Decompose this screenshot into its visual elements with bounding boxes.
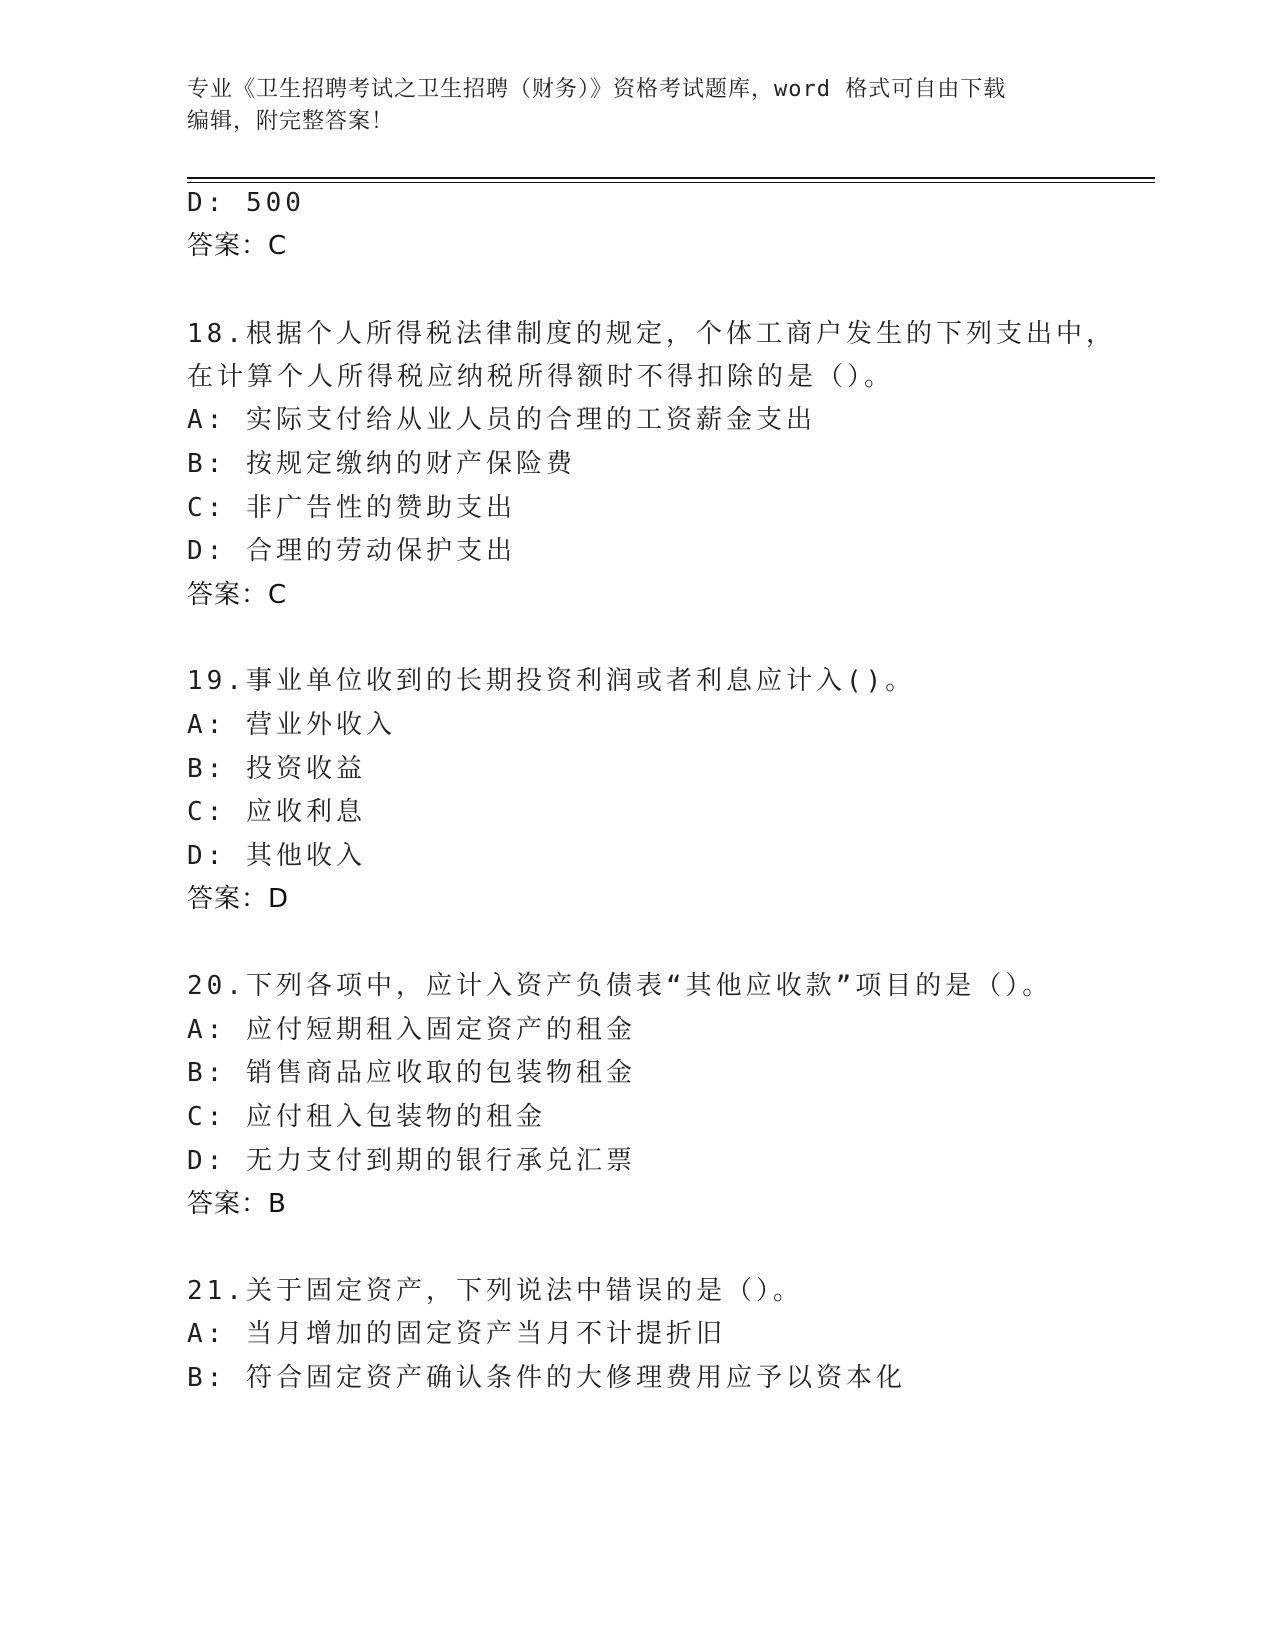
q19-answer: 答案：D <box>187 884 290 914</box>
q21-option-a: A: 当月增加的固定资产当月不计提折旧 <box>187 1319 726 1349</box>
q20-stem: 20.下列各项中，应计入资产负债表“其他应收款”项目的是（）。 <box>187 971 1053 1001</box>
prev-answer: 答案：C <box>187 231 288 261</box>
q18-stem-line-1: 18.根据个人所得税法律制度的规定，个体工商户发生的下列支出中， <box>187 319 1116 349</box>
q19-option-c: C: 应收利息 <box>187 797 366 827</box>
header-line-1: 专业《卫生招聘考试之卫生招聘（财务）》资格考试题库，word 格式可自由下载 <box>187 77 1007 102</box>
header-line-2: 编辑，附完整答案！ <box>187 109 395 134</box>
q19-option-b: B: 投资收益 <box>187 754 366 784</box>
q18-answer: 答案：C <box>187 580 288 610</box>
q20-answer: 答案：B <box>187 1189 287 1219</box>
document-header <box>187 74 1087 138</box>
prev-option-d: D: 500 <box>187 188 305 218</box>
q20-option-b: B: 销售商品应收取的包装物租金 <box>187 1058 636 1088</box>
q18-option-d: D: 合理的劳动保护支出 <box>187 536 516 566</box>
header-divider-thick <box>187 177 1155 179</box>
q19-option-d: D: 其他收入 <box>187 841 366 871</box>
q18-option-c: C: 非广告性的赞助支出 <box>187 493 516 523</box>
q18-stem-line-2: 在计算个人所得税应纳税所得额时不得扣除的是（）。 <box>187 362 895 392</box>
q21-stem: 21.关于固定资产，下列说法中错误的是（）。 <box>187 1276 803 1306</box>
q21-option-b: B: 符合固定资产确认条件的大修理费用应予以资本化 <box>187 1363 906 1393</box>
header-divider-thin <box>187 182 1155 183</box>
q20-option-c: C: 应付租入包装物的租金 <box>187 1102 546 1132</box>
q18-option-a: A: 实际支付给从业人员的合理的工资薪金支出 <box>187 405 816 435</box>
q19-option-a: A: 营业外收入 <box>187 710 396 740</box>
q20-option-a: A: 应付短期租入固定资产的租金 <box>187 1015 636 1045</box>
q19-stem: 19.事业单位收到的长期投资利润或者利息应计入()。 <box>187 666 916 696</box>
q20-option-d: D: 无力支付到期的银行承兑汇票 <box>187 1146 636 1176</box>
q18-option-b: B: 按规定缴纳的财产保险费 <box>187 449 576 479</box>
